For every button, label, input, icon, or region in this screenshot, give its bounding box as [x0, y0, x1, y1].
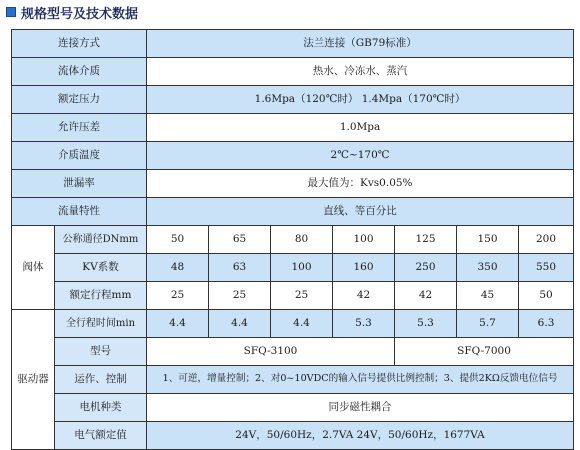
- table-cell: 350: [457, 254, 519, 282]
- table-cell: 25: [271, 282, 333, 310]
- table-row: [12, 86, 574, 114]
- table-row: [12, 114, 574, 142]
- table-cell: 50: [519, 282, 574, 310]
- row-label: 电气额定值: [55, 422, 147, 450]
- table-row: [12, 338, 574, 366]
- model-left: SFQ-3100: [147, 338, 395, 366]
- table-cell: 50: [147, 226, 209, 254]
- section-title: 规格型号及技术数据: [21, 6, 139, 22]
- table-cell: 45: [457, 282, 519, 310]
- table-row: [12, 30, 574, 58]
- row-value: 同步磁性耦合: [147, 394, 574, 422]
- model-right: SFQ-7000: [395, 338, 574, 366]
- table-row: [12, 254, 574, 282]
- row-label: 泄漏率: [12, 170, 147, 198]
- table-cell: 6.3: [519, 310, 574, 338]
- table-cell: 4.4: [209, 310, 271, 338]
- row-label: 流量特性: [12, 198, 147, 226]
- row-value: 直线、等百分比: [147, 198, 574, 226]
- table-cell: 4.4: [271, 310, 333, 338]
- table-cell: 5.3: [395, 310, 457, 338]
- table-cell: 65: [209, 226, 271, 254]
- table-cell: 100: [271, 254, 333, 282]
- table-cell: 25: [147, 282, 209, 310]
- table-cell: 100: [333, 226, 395, 254]
- row-value: 24V，50/60Hz，2.7VA 24V，50/60Hz，1677VA: [147, 422, 574, 450]
- driver-group-label: 驱动器: [12, 310, 55, 450]
- table-row: [12, 366, 574, 394]
- table-cell: 150: [457, 226, 519, 254]
- row-value: 最大值为：Kvs0.05%: [147, 170, 574, 198]
- table-cell: 125: [395, 226, 457, 254]
- row-value: 1.6Mpa（120℃时） 1.4Mpa（170℃时）: [147, 86, 574, 114]
- table-row: [12, 58, 574, 86]
- row-label: 允许压差: [12, 114, 147, 142]
- row-value: 法兰连接（GB79标准）: [147, 30, 574, 58]
- row-label: 连接方式: [12, 30, 147, 58]
- table-cell: 80: [271, 226, 333, 254]
- row-label: 电机种类: [55, 394, 147, 422]
- table-row: [12, 170, 574, 198]
- row-label: 介质温度: [12, 142, 147, 170]
- row-label: 全行程时间min: [55, 310, 147, 338]
- table-cell: 42: [395, 282, 457, 310]
- table-row: [12, 198, 574, 226]
- section-header: [6, 2, 138, 22]
- table-cell: 25: [209, 282, 271, 310]
- table-row: [12, 142, 574, 170]
- row-value: 热水、冷冻水、蒸汽: [147, 58, 574, 86]
- row-label: KV系数: [55, 254, 147, 282]
- table-row: [12, 226, 574, 254]
- table-cell: 550: [519, 254, 574, 282]
- table-cell: 160: [333, 254, 395, 282]
- table-row: [12, 282, 574, 310]
- table-row: [12, 310, 574, 338]
- row-label: 额定压力: [12, 86, 147, 114]
- table-cell: 4.4: [147, 310, 209, 338]
- row-label: 额定行程mm: [55, 282, 147, 310]
- row-value: 1.0Mpa: [147, 114, 574, 142]
- row-label: 运作、控制: [55, 366, 147, 394]
- table-cell: 5.3: [333, 310, 395, 338]
- square-bullet-icon: [6, 7, 16, 17]
- spec-table: [11, 29, 574, 450]
- table-cell: 200: [519, 226, 574, 254]
- row-label: 型号: [55, 338, 147, 366]
- table-cell: 42: [333, 282, 395, 310]
- table-cell: 250: [395, 254, 457, 282]
- valve-body-group-label: 阀体: [12, 226, 55, 310]
- row-value: 2℃~170℃: [147, 142, 574, 170]
- row-label: 流体介质: [12, 58, 147, 86]
- table-row: [12, 394, 574, 422]
- table-cell: 48: [147, 254, 209, 282]
- table-cell: 63: [209, 254, 271, 282]
- table-row: [12, 422, 574, 450]
- row-label: 公称通径DNmm: [55, 226, 147, 254]
- table-cell: 5.7: [457, 310, 519, 338]
- row-value: 1、可逆，增量控制；2、对0~10VDC的输入信号提供比例控制；3、提供2KΩ反馈电位信号: [147, 366, 574, 394]
